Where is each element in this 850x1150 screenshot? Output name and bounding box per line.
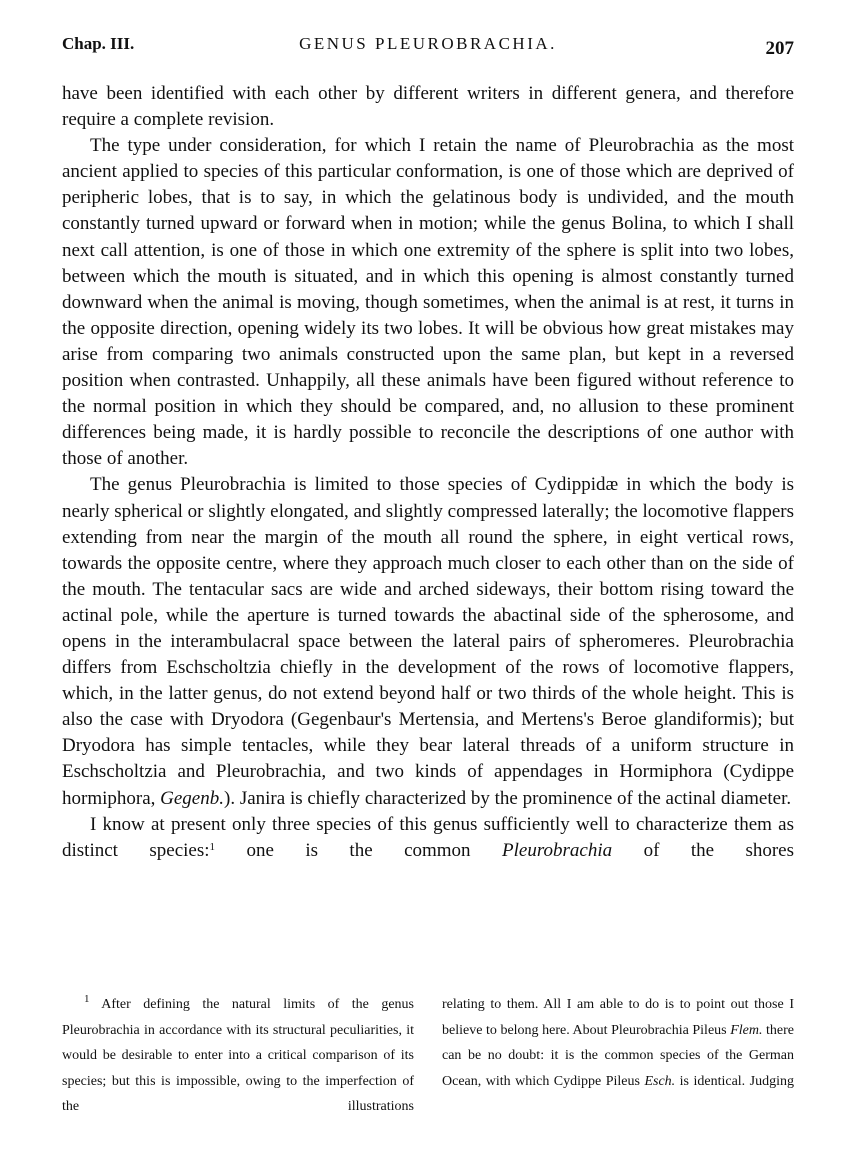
paragraph-text: I know at present only three species of this genus sufficiently well to characterize them as distinct species:: [62, 813, 794, 861]
main-text: [62, 81, 794, 864]
running-header: [62, 34, 794, 68]
page-number: 207: [765, 38, 794, 59]
running-title: GENUS PLEUROBRACHIA.: [299, 34, 557, 53]
authority-flem: Flem.: [730, 1022, 763, 1038]
paragraph-text: ). Janira is chiefly characterized by the prominence of the actinal diameter.: [224, 787, 792, 809]
footnote-marker: 1: [84, 993, 90, 1005]
paragraph-type-consideration: The type under consideration, for which I retain the name of Pleurobrachia as the most ancient applied to species of this particular conformation, is one of those which are deprived of peripheric lobes, that is to say, in which the gelatinous body is undivided, and the mouth constantly turned upward or forward when in motion; while the genus Bolina, to which I shall next call attention, is one of those in which one extremity of the sphere is split into two lobes, between which the mouth is situated, and in which this opening is almost constantly turned downward when the animal is moving, though sometimes, when the animal is at rest, it turns in the opposite direction, opening widely its two lobes. It will be obvious how great mistakes may arise from comparing two animals constructed upon the same plan, but kept in a reversed position when contrasted. Unhappily, all these animals have been figured without reference to the normal position in which they should be compared, and, no allusion to these prominent differences being made, it is hardly possible to reconcile the descriptions of one author with those of another.: [62, 135, 794, 470]
authority-abbreviation: Gegenb.: [160, 787, 224, 809]
footnote-text: there can be no doubt: it is the common species of the German Ocean, with which Cydippe Pileus: [442, 1022, 795, 1089]
footnote-column-left: [62, 992, 414, 1120]
paragraph-species: [62, 812, 794, 864]
footnote-reference: 1: [209, 840, 216, 853]
paragraph-genus-definition: [62, 472, 794, 811]
footnote-column-right: [442, 992, 794, 1120]
paragraph-text: one is the common: [215, 839, 471, 861]
genus-name-italic: Pleurobrachia: [502, 839, 613, 861]
paragraph-continued: have been identified with each other by different writers in different genera, and therefore require a complete revision.: [62, 83, 794, 131]
footnote-block: [62, 992, 794, 1120]
footnote-text: After defining the natural limits of the genus Pleurobrachia in accordance with its structural peculiarities, it would be desirable to enter into a critical comparison of its species; but this is impossible, owing to the imperfection of the illustrations: [62, 997, 414, 1114]
paragraph-text: of the shores: [643, 839, 795, 861]
footnote-text: relating to them. All I am able to do is to point out those I believe to belong here. About Pleurobrachia Pileus: [442, 997, 794, 1038]
chapter-label: Chap. III.: [62, 34, 135, 53]
footnote-text: is identical. Judging: [679, 1073, 794, 1089]
paragraph-text: The genus Pleurobrachia is limited to those species of Cydippidæ in which the body is nearly spherical or slightly elongated, and slightly compressed laterally; the locomotive flappers extending from near the margin of the mouth all round the sphere, in eight vertical rows, towards the opposite centre, where they approach much closer to each other than on the side of the mouth. The tentacular sacs are wide and arched sideways, their bottom rising toward the actinal pole, while the aperture is turned towards the abactinal side of the spherosome, and opens in the interambulacral space between the lateral pairs of spheromeres. Pleurobrachia differs from Eschscholtzia chiefly in the development of the rows of locomotive flappers, which, in the latter genus, do not extend beyond half or two thirds of the whole height. This is also the case with Dryodora (Gegenbaur's Mertensia, and Mertens's Beroe glandiformis); but Dryodora has simple tentacles, while they bear lateral threads of a uniform structure in Eschscholtzia and Pleurobrachia, and two kinds of appendages in Hormiphora (Cydippe hormiphora,: [62, 474, 794, 809]
authority-esch: Esch.: [644, 1073, 676, 1089]
